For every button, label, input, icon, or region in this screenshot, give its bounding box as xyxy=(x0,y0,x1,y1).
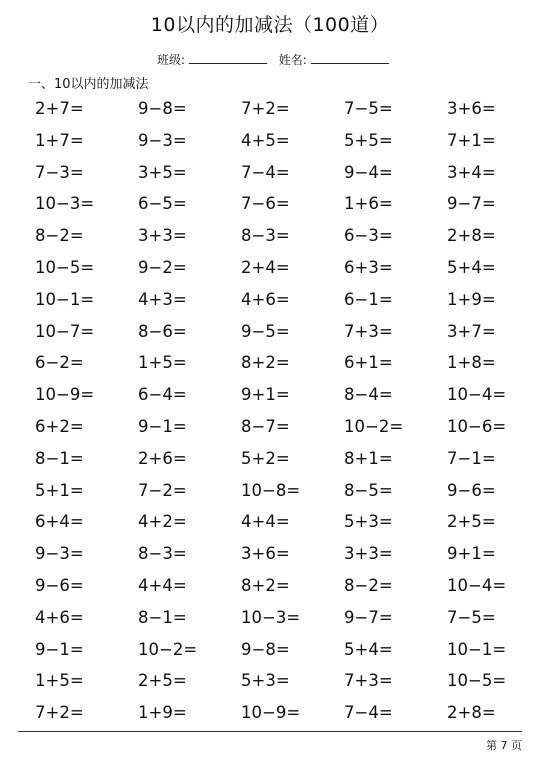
problem-item: 10−3= xyxy=(241,607,301,627)
problem-item: 7+3= xyxy=(344,321,393,341)
problem-item: 10−5= xyxy=(447,671,507,691)
problem-item: 7+2= xyxy=(241,99,290,118)
problem-item: 1+5= xyxy=(138,353,187,373)
problem-item: 4+3= xyxy=(138,289,187,309)
problem-item: 9−5= xyxy=(241,321,290,341)
problem-item: 9−8= xyxy=(241,639,290,659)
problem-item: 7−3= xyxy=(35,162,84,182)
problem-item: 9−2= xyxy=(138,257,187,277)
problem-item: 5+3= xyxy=(344,512,393,532)
problem-item: 3+6= xyxy=(241,544,290,564)
problem-item: 9+1= xyxy=(447,544,496,564)
problem-item: 10−8= xyxy=(241,480,301,500)
problem-item: 1+5= xyxy=(35,671,84,691)
problem-item: 7−4= xyxy=(344,703,393,723)
problem-item: 10−9= xyxy=(35,385,95,405)
problem-item: 7−6= xyxy=(241,194,290,214)
problem-item: 1+9= xyxy=(447,289,496,309)
problem-item: 7−5= xyxy=(344,99,393,118)
problem-item: 8−5= xyxy=(344,480,393,500)
problem-item: 5+5= xyxy=(344,130,393,150)
problem-item: 8−1= xyxy=(35,448,84,468)
problem-item: 3+7= xyxy=(447,321,496,341)
problem-item: 3+5= xyxy=(138,162,187,182)
problem-item: 9−1= xyxy=(35,639,84,659)
problem-item: 5+2= xyxy=(241,448,290,468)
section-heading: 一、10以内的加减法 xyxy=(28,77,149,92)
problem-item: 7+3= xyxy=(344,671,393,691)
problem-item: 6−1= xyxy=(344,289,393,309)
problem-item: 5+4= xyxy=(447,257,496,277)
name-label: 姓名: xyxy=(278,53,307,67)
problem-item: 9−7= xyxy=(447,194,496,214)
problem-item: 10−9= xyxy=(241,703,301,723)
problem-item: 10−3= xyxy=(35,194,95,214)
problem-item: 10−7= xyxy=(35,321,95,341)
problem-item: 3+3= xyxy=(344,544,393,564)
problem-item: 2+7= xyxy=(35,99,84,118)
problem-item: 4+2= xyxy=(138,512,187,532)
problem-item: 7+2= xyxy=(35,703,84,723)
problem-item: 8−3= xyxy=(138,544,187,564)
problem-item: 9−3= xyxy=(138,130,187,150)
page-title: 10以内的加减法（100道） xyxy=(150,14,390,36)
problem-item: 2+5= xyxy=(447,512,496,532)
page-number: 第 7 页 xyxy=(486,739,522,752)
class-label: 班级: xyxy=(157,53,186,67)
problem-item: 7−2= xyxy=(138,480,187,500)
problem-item: 8−2= xyxy=(35,226,84,246)
problem-item: 10−2= xyxy=(138,639,198,659)
problem-item: 10−5= xyxy=(35,257,95,277)
student-info-line xyxy=(157,51,397,68)
problem-item: 8−2= xyxy=(344,575,393,595)
problem-item: 6−5= xyxy=(138,194,187,214)
problem-item: 3+3= xyxy=(138,226,187,246)
problem-item: 10−1= xyxy=(447,639,507,659)
problem-item: 7−1= xyxy=(447,448,496,468)
problem-item: 4+4= xyxy=(241,512,290,532)
problem-item: 2+8= xyxy=(447,703,496,723)
problem-item: 2+5= xyxy=(138,671,187,691)
problem-item: 6+4= xyxy=(35,512,84,532)
problem-item: 9−1= xyxy=(138,416,187,436)
problem-item: 6−2= xyxy=(35,353,84,373)
problem-item: 8−7= xyxy=(241,416,290,436)
problem-item: 1+8= xyxy=(447,353,496,373)
problem-item: 9+1= xyxy=(241,385,290,405)
problem-item: 7−4= xyxy=(241,162,290,182)
problem-item: 5+1= xyxy=(35,480,84,500)
problem-item: 3+6= xyxy=(447,99,496,118)
footer-divider xyxy=(18,731,522,732)
name-blank-field xyxy=(311,53,389,64)
problem-item: 1+9= xyxy=(138,703,187,723)
problem-item: 10−4= xyxy=(447,385,507,405)
problem-item: 2+8= xyxy=(447,226,496,246)
problem-item: 9−6= xyxy=(447,480,496,500)
problem-item: 10−1= xyxy=(35,289,95,309)
problem-item: 6−3= xyxy=(344,226,393,246)
problem-item: 9−3= xyxy=(35,544,84,564)
problem-grid xyxy=(35,93,540,729)
problem-item: 10−4= xyxy=(447,575,507,595)
problem-item: 8+1= xyxy=(344,448,393,468)
problem-item: 10−2= xyxy=(344,416,404,436)
problem-item: 8+2= xyxy=(241,575,290,595)
class-blank-field xyxy=(189,53,267,64)
problem-item: 8−1= xyxy=(138,607,187,627)
problem-item: 6+2= xyxy=(35,416,84,436)
problem-item: 8−3= xyxy=(241,226,290,246)
problem-item: 3+4= xyxy=(447,162,496,182)
problem-item: 5+3= xyxy=(241,671,290,691)
problem-item: 5+4= xyxy=(344,639,393,659)
problem-item: 9−8= xyxy=(138,99,187,118)
problem-item: 2+4= xyxy=(241,257,290,277)
problem-item: 2+6= xyxy=(138,448,187,468)
problem-item: 10−6= xyxy=(447,416,507,436)
problem-item: 8−6= xyxy=(138,321,187,341)
problem-item: 4+5= xyxy=(241,130,290,150)
problem-item: 7−5= xyxy=(447,607,496,627)
problem-item: 4+6= xyxy=(35,607,84,627)
problem-item: 6+1= xyxy=(344,353,393,373)
problem-item: 8−4= xyxy=(344,385,393,405)
problem-item: 9−6= xyxy=(35,575,84,595)
problem-item: 1+7= xyxy=(35,130,84,150)
problem-item: 9−4= xyxy=(344,162,393,182)
problem-item: 7+1= xyxy=(447,130,496,150)
problem-item: 1+6= xyxy=(344,194,393,214)
problem-item: 4+6= xyxy=(241,289,290,309)
problem-item: 4+4= xyxy=(138,575,187,595)
problem-item: 8+2= xyxy=(241,353,290,373)
problem-item: 6−4= xyxy=(138,385,187,405)
problem-item: 6+3= xyxy=(344,257,393,277)
problem-item: 9−7= xyxy=(344,607,393,627)
